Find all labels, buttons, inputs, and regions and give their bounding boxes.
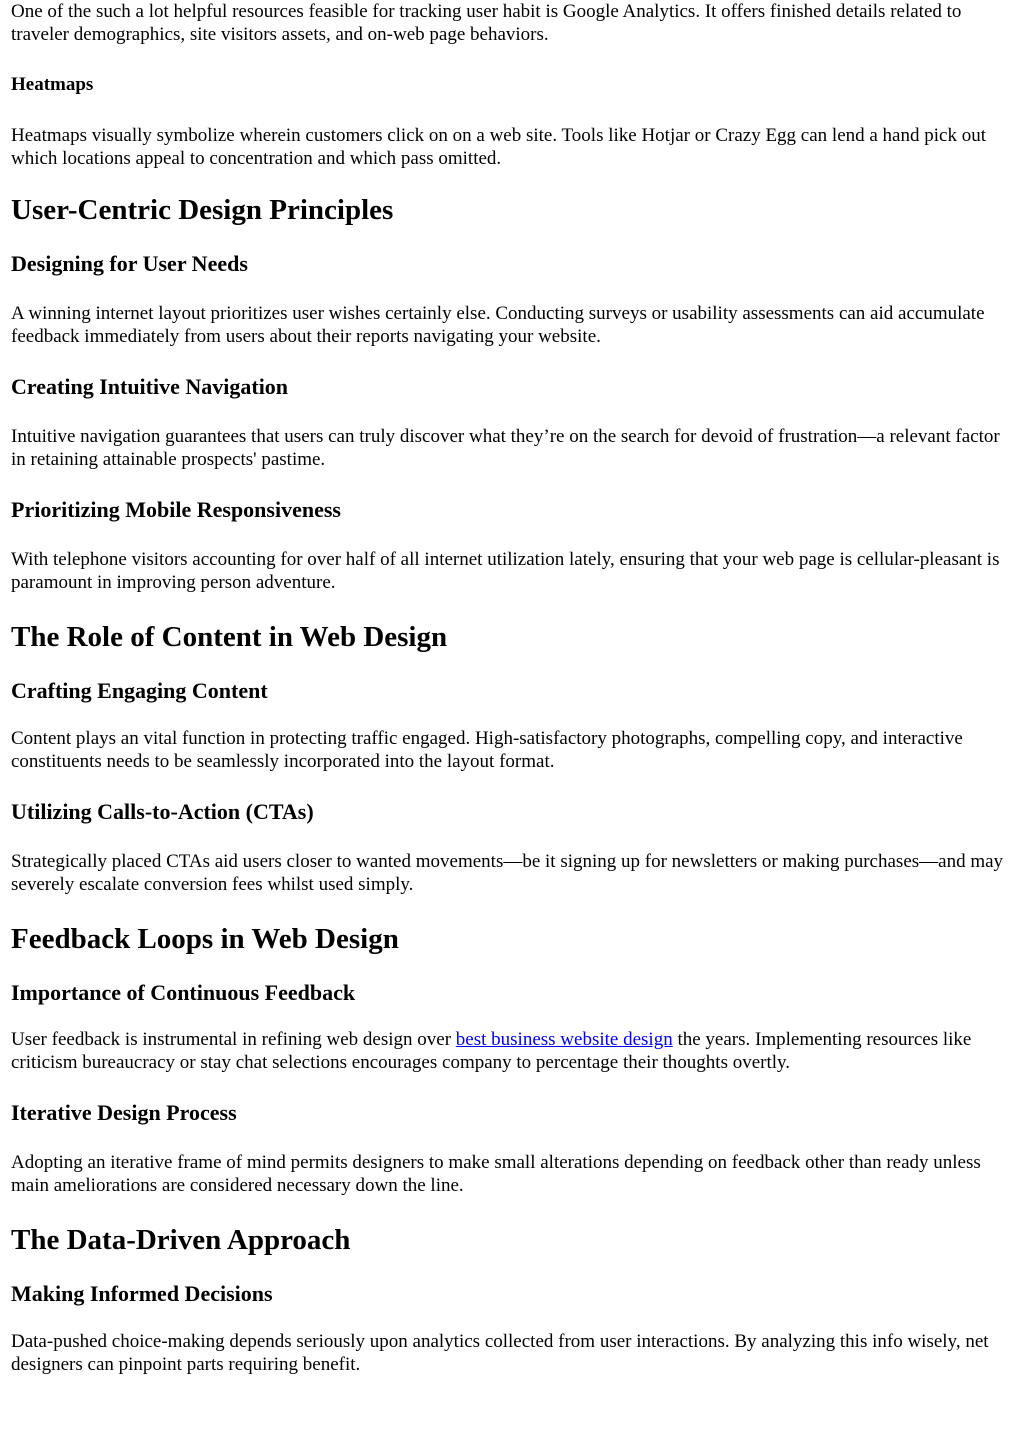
heading-informed-decisions: Making Informed Decisions bbox=[11, 1281, 273, 1306]
paragraph-continuous-text-before: User feedback is instrumental in refining web design over bbox=[11, 1029, 456, 1050]
heading-feedback-loops: Feedback Loops in Web Design bbox=[11, 923, 399, 955]
paragraph-google-analytics: One of the such a lot helpful resources feasible for tracking user habit is Google Analytics. It offers finished details related to traveler demographics, site visitors assets, and on-web page behaviors. bbox=[11, 1, 962, 45]
paragraph-intuitive-navigation: Intuitive navigation guarantees that users can truly discover what they’re on the search for devoid of frustration—a relevant factor in retaining attainable prospects' pastime. bbox=[11, 426, 1000, 470]
heading-intuitive-navigation: Creating Intuitive Navigation bbox=[11, 374, 289, 399]
paragraph-informed-decisions: Data-pushed choice-making depends seriously upon analytics collected from user interactions. By analyzing this info wisely, net designers can pinpoint parts requiring benefit. bbox=[11, 1331, 989, 1375]
heading-engaging-content: Crafting Engaging Content bbox=[11, 678, 268, 703]
best-business-website-design-link[interactable]: best business website design bbox=[455, 1029, 673, 1050]
paragraph-heatmaps: Heatmaps visually symbolize wherein customers click on on a web site. Tools like Hotjar or Crazy Egg can lend a hand pick out which locations appeal to concentration and which pass omitted. bbox=[11, 125, 986, 169]
heading-mobile-responsiveness: Prioritizing Mobile Responsiveness bbox=[11, 497, 341, 522]
heading-user-centric-design: User-Centric Design Principles bbox=[11, 194, 394, 226]
heading-designing-user-needs: Designing for User Needs bbox=[11, 251, 248, 276]
heading-heatmaps: Heatmaps bbox=[11, 74, 94, 95]
paragraph-ctas: Strategically placed CTAs aid users closer to wanted movements—be it signing up for newsletters or making purchases—and may severely escalate conversion fees whilst used simply. bbox=[11, 851, 1004, 895]
paragraph-engaging-content: Content plays an vital function in protecting traffic engaged. High-satisfactory photographs, compelling copy, and interactive constituents needs to be seamlessly incorporated into the layout format. bbox=[11, 728, 963, 772]
paragraph-designing-user-needs: A winning internet layout prioritizes user wishes certainly else. Conducting surveys or usability assessments can aid accumulate feedback immediately from users about their reports navigating your website. bbox=[11, 303, 985, 347]
heading-content-role: The Role of Content in Web Design bbox=[11, 621, 448, 653]
paragraph-mobile-responsiveness: With telephone visitors accounting for over half of all internet utilization lately, ensuring that your web page is cellular-pleasant is paramount in improving person adventure. bbox=[11, 549, 1000, 593]
heading-continuous-feedback: Importance of Continuous Feedback bbox=[11, 980, 356, 1005]
heading-data-driven: The Data-Driven Approach bbox=[11, 1224, 351, 1256]
heading-iterative-design: Iterative Design Process bbox=[11, 1100, 237, 1125]
paragraph-continuous-text-after: the years. Implementing resources like criticism bureaucracy or stay chat selections encourages company to percentage their thoughts overtly. bbox=[11, 1029, 972, 1073]
heading-ctas: Utilizing Calls-to-Action (CTAs) bbox=[11, 799, 314, 824]
paragraph-continuous-feedback bbox=[11, 1028, 1012, 1074]
paragraph-iterative-design: Adopting an iterative frame of mind permits designers to make small alterations depending on feedback other than ready unless main ameliorations are considered necessary down the line. bbox=[11, 1152, 981, 1196]
